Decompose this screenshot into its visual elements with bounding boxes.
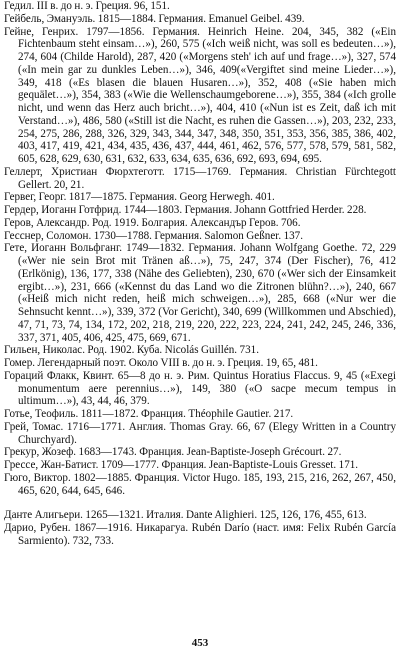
index-entry-homer: Гомер. Легендарный поэт. Около VIII в. до н. э. Греция. 19, 65, 481.: [4, 357, 318, 369]
index-entry-gerov: Геров, Александр. Род. 1919. Болгария. Александър Геров. 706.: [4, 216, 301, 229]
index-entry-dante: Данте Алигьери. 1265—1321. Италия. Dante Alighieri. 125, 126, 176, 455, 613.: [4, 509, 367, 522]
index-entry-gessner: Гесснер, Соломон. 1730—1788. Германия. Salomon Geßner. 137.: [4, 229, 303, 242]
index-entry-gray: Грей, Томас. 1716—1771. Англия. Thomas Gray. 66, 67 (Elegy Written in a Country Churchyard).: [4, 420, 396, 446]
index-entry-guillen: Гильен, Николас. Род. 1902. Куба. Nicolás Guillén. 731.: [4, 344, 259, 357]
index-entry-geibel: Гейбель, Эмануэль. 1815—1884. Германия. Emanuel Geibel. 439.: [4, 12, 305, 25]
index-page: [4, 0, 396, 548]
index-entry-gautier: Готье, Теофиль. 1811—1872. Франция. Théophile Gautier. 217.: [4, 408, 294, 420]
index-entry-horace: Гораций Флакк, Квинт. 65—8 до н. э. Рим. Quintus Horatius Flaccus. 9, 45 («Exegi monumentum aere perennius…»), 149, 380 («O sacpe mecum tempus in ultimum…»), 43, 44, 46, 379.: [4, 369, 396, 408]
index-entry-gresset: Грессе, Жан-Батист. 1709—1777. Франция. Jean-Baptiste-Louis Gresset. 171.: [4, 459, 359, 471]
page-number: 453: [191, 637, 209, 649]
index-entry-goethe: Гете, Иоганн Вольфганг. 1749—1832. Германия. Johann Wolfgang Goethe. 72, 229 («Wer nie sein Brot mit Tränen aß…»), 75, 247, 374 (Der Fischer), 76, 412 (Erlkönig), 136, 177, 338 (Nähe des Geliebten), 230, 670 («Wer sich der Einsamkeit ergibt…»), 231, 666 («Kennst du das Land wo die Zitronen blühn?…»), 240, 667 («Heiß mich nicht reden, heiß mich schweigen…»), 285, 668 («Nur wer die Sehnsucht kennt…»), 339, 372 (Vor Gericht), 340, 699 (Willkommen und Abschied), 47, 71, 73, 74, 134, 172, 202, 218, 219, 220, 222, 223, 224, 241, 242, 245, 246, 336, 337, 371, 405, 406, 425, 475, 669, 671.: [4, 242, 396, 344]
index-entry-heine: Гейне, Генрих. 1797—1856. Германия. Heinrich Heine. 204, 345, 382 («Ein Fichtenbaum steht einsam…»), 260, 575 («Ich weiß nicht, was soll es bedeuten…»), 274, 604 (Childe Harold), 287, 420 («Morgens steh' ich auf und frage…»), 327, 574 («In mein gar zu dunkles Leben…»), 346, 409(«Vergiftet sind meine Lieder…»), 349, 418 («Es blasen die blauen Husaren…»), 352, 408 («Sie haben mich gequälet…»), 354, 383 («Wie die Wellenschaumgeborene…»), 355, 384 («Ich grolle nicht, und wenn das Herz auch bricht…»), 404, 410 («Nun ist es Zeit, daß ich mit Verstand…»), 486, 580 («Still ist die Nacht, es ruhen die Gassen…»), 203, 232, 233, 254, 275, 286, 288, 326, 329, 343, 344, 347, 348, 350, 351, 353, 356, 385, 386, 402, 403, 417, 419, 421, 434, 435, 436, 437, 444, 461, 462, 576, 577, 578, 579, 581, 582, 605, 628, 629, 630, 631, 632, 633, 634, 635, 636, 692, 693, 694, 695.: [4, 25, 396, 165]
index-entry-gedil: Гедил. III в. до н. э. Греция. 96, 151.: [4, 0, 170, 12]
index-entry-gellert: Геллерт, Христиан Фюрхтеготт. 1715—1769. Германия. Christian Fürchtegott Gellert. 20, 21.: [4, 165, 396, 191]
index-entry-herwegh: Гервег, Георг. 1817—1875. Германия. Georg Herwegh. 401.: [4, 191, 275, 204]
index-entry-hugo: Гюго, Виктор. 1802—1885. Франция. Victor Hugo. 185, 193, 215, 216, 262, 267, 450, 465, 620, 644, 645, 646.: [4, 471, 396, 497]
index-entry-dario: Дарио, Рубен. 1867—1916. Никарагуа. Rubén Darío (наст. имя: Felix Rubén García Sarmiento). 732, 733.: [4, 522, 396, 547]
index-entry-grecourt: Грекур, Жозеф. 1683—1743. Франция. Jean-Baptiste-Joseph Grécourt. 27.: [4, 446, 342, 459]
index-entry-herder: Гердер, Иоганн Готфрид. 1744—1803. Германия. Johann Gottfried Herder. 228.: [4, 204, 367, 216]
